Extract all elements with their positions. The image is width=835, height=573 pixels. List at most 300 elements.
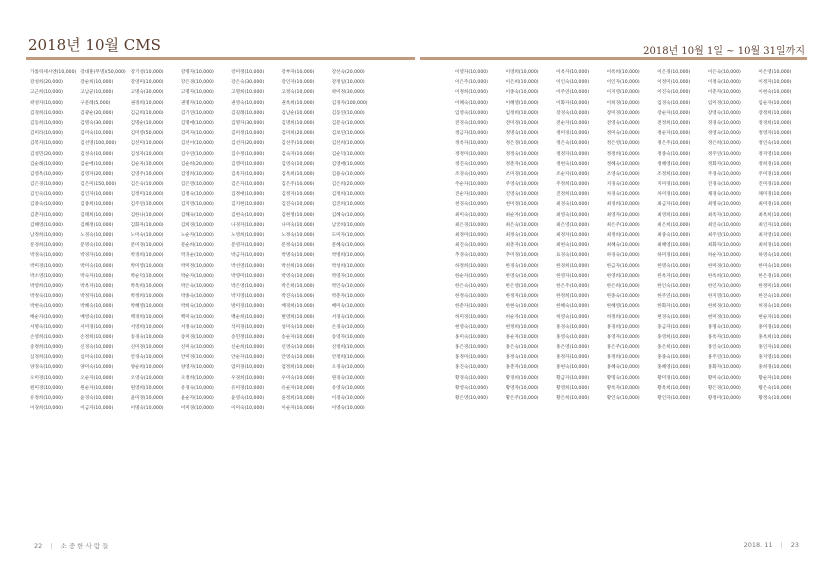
donor-entry: 최은숙(10,000) xyxy=(505,222,539,228)
donor-entry: 홍영자(10,000) xyxy=(606,334,640,340)
donor-entry: 박선희(10,000) xyxy=(281,263,315,269)
donor-entry: 조영숙(10,000) xyxy=(606,171,640,177)
donor-entry: 최정자(10,000) xyxy=(556,233,590,238)
donor-entry: 최주연(10,000) xyxy=(707,233,741,238)
donor-entry: 김영희(10,000) xyxy=(180,171,214,177)
donor-entry: 박명희(10,000) xyxy=(331,253,365,259)
donor-entry: 최영숙(10,000) xyxy=(556,212,590,218)
donor-entry: 오정희(10,000) xyxy=(180,375,214,381)
donor-entry: 강명자(10,000) xyxy=(180,70,214,75)
donor-entry: 김은미(150,000) xyxy=(80,182,117,188)
donor-entry: 홍인자(10,000) xyxy=(758,345,792,351)
donor-entry: 김동희(10,000) xyxy=(30,120,63,126)
donor-entry: 최정미(10,000) xyxy=(455,233,488,238)
donor-entry: 김순자(10,000) xyxy=(130,161,164,167)
donor-entry: 이희경(10,000) xyxy=(606,100,640,106)
donor-entry: 정은경(10,000) xyxy=(505,141,539,147)
donor-entry: 김남순(10,000) xyxy=(281,110,315,116)
donor-entry: 김성숙(10,000) xyxy=(80,151,114,157)
donor-entry: 정정미(10,000) xyxy=(455,151,488,157)
donor-entry: 박희숙(10,000) xyxy=(180,304,214,310)
donor-entry: 이은경(10,000) xyxy=(657,70,691,75)
donor-entry: 문혜숙(10,000) xyxy=(331,243,365,249)
donor-entry: 서경숙(10,000) xyxy=(331,314,365,320)
donor-entry: 신순희(10,000) xyxy=(231,345,265,351)
donor-entry: 정경숙(10,000) xyxy=(707,120,741,126)
donor-entry: 오영숙(10,000) xyxy=(130,375,164,381)
donor-entry: 천경숙(10,000) xyxy=(455,202,488,208)
donor-entry: 이화자(10,000) xyxy=(556,100,590,106)
donor-entry: 강은숙(30,000) xyxy=(231,80,265,86)
donor-entry: 김현숙(10,000) xyxy=(231,212,265,218)
donor-entry: 한은경(10,000) xyxy=(758,273,792,279)
donor-entry: 홍영숙(10,000) xyxy=(556,334,590,340)
donor-entry: 홍경희(10,000) xyxy=(606,324,640,330)
donor-entry: 김수정(10,000) xyxy=(231,151,265,157)
donor-entry: 최혜숙(10,000) xyxy=(606,243,640,249)
donor-entry: 김희경(10,000) xyxy=(180,222,214,228)
donor-entry: 최명숙(10,000) xyxy=(707,202,741,208)
donor-entry: 김문숙(10,000) xyxy=(331,120,365,126)
donor-entry: 강기성(10,000) xyxy=(130,70,164,75)
donor-entry: 이인숙(10,000) xyxy=(556,80,590,86)
donor-entry: 박경자(10,000) xyxy=(80,253,114,259)
donor-entry: 문미경(10,000) xyxy=(130,243,164,249)
donor-entry: 구문례(5,000) xyxy=(80,100,111,106)
donor-entry: 김옥자(10,000) xyxy=(231,171,265,177)
donor-entry: 김정애(10,000) xyxy=(231,192,265,198)
donor-entry: 오경숙(10,000) xyxy=(331,365,365,371)
donor-entry: 임정희(10,000) xyxy=(505,110,539,116)
donor-entry: 최경숙(10,000) xyxy=(556,202,590,208)
donor-entry: 황은희(10,000) xyxy=(556,396,590,401)
donor-entry: 정은희(10,000) xyxy=(707,141,741,147)
donor-entry: 이미숙(10,000) xyxy=(231,406,265,412)
donor-entry: 허순자(10,000) xyxy=(505,314,539,320)
donor-entry: 최진숙(10,000) xyxy=(455,243,488,249)
donor-entry: 진미경(10,000) xyxy=(758,182,792,188)
donor-entry: 채미경(10,000) xyxy=(758,192,792,198)
donor-entry: 백순희(10,000) xyxy=(231,314,265,320)
donor-entry: 정종숙(10,000) xyxy=(657,151,691,157)
donor-entry: 강미정(10,000) xyxy=(231,70,265,75)
donor-entry: 홍진숙(10,000) xyxy=(455,365,488,371)
donor-entry: 배경희(10,000) xyxy=(281,304,315,310)
donor-entry: 홍은희(10,000) xyxy=(657,345,691,351)
donor-entry: 황옥희(10,000) xyxy=(657,385,691,391)
donor-entry: 김선주(10,000) xyxy=(281,141,315,147)
donor-entry: 한진숙(10,000) xyxy=(758,294,792,300)
donor-entry: 김진숙(10,000) xyxy=(281,202,315,208)
donor-entry: 최순자(10,000) xyxy=(505,212,539,218)
donor-entry: 지미경(10,000) xyxy=(657,182,691,188)
donor-entry: 박정희(10,000) xyxy=(130,294,164,300)
donor-entry: 유영숙(10,000) xyxy=(331,385,365,391)
donor-entry: 조미경(10,000) xyxy=(505,171,539,177)
donor-entry: 이혜숙(10,000) xyxy=(455,100,488,106)
donor-entry: 조경숙(10,000) xyxy=(455,171,488,177)
donor-entry: 안경숙(10,000) xyxy=(130,355,164,361)
donor-entry: 김선이(10,000) xyxy=(180,141,214,147)
donor-entry: 김명순(10,000) xyxy=(130,120,164,126)
donor-entry: 허미경(10,000) xyxy=(455,314,488,320)
donor-entry: 김종희(10,000) xyxy=(80,202,114,208)
donor-entry: 황은영(10,000) xyxy=(455,396,488,401)
donor-entry: 허영숙(10,000) xyxy=(556,314,590,320)
donor-entry: 진정희(10,000) xyxy=(556,192,590,198)
donor-entry: 한혜숙(10,000) xyxy=(556,304,590,310)
donor-entry: 이경희(10,000) xyxy=(30,406,63,412)
donor-entry: 김성자(10,000) xyxy=(130,151,164,157)
donor-entry: 추경숙(10,000) xyxy=(455,253,488,259)
donor-entry: 홍인숙(10,000) xyxy=(707,345,741,351)
donor-entry: 현정희(10,000) xyxy=(505,324,539,330)
donor-entry: 원경숙(10,000) xyxy=(331,375,365,381)
donor-entry: 채경숙(10,000) xyxy=(707,192,741,198)
donor-entry: 한인자(10,000) xyxy=(707,283,741,289)
donor-entry: 최정숙(10,000) xyxy=(505,233,539,238)
donor-entry: 배미숙(10,000) xyxy=(331,304,365,310)
donor-entry: 정인숙(10,000) xyxy=(758,141,792,147)
donor-entry: 하순자(10,000) xyxy=(707,253,741,259)
donor-entry: 이금자(10,000) xyxy=(80,406,114,412)
donor-entry: 박미영(10,000) xyxy=(130,263,164,269)
donor-entry: 최은경(10,000) xyxy=(455,222,488,228)
donor-entry: 황은경(10,000) xyxy=(707,385,741,391)
donor-entry: 박숙자(10,000) xyxy=(80,273,114,279)
donor-entry: 강대훈(무명)(50,000) xyxy=(80,70,126,75)
page-number: 23 xyxy=(790,541,799,549)
donor-entry: 장순자(10,000) xyxy=(657,110,691,116)
donor-entry: 서미경(10,000) xyxy=(80,324,114,330)
donor-entry: 정옥자(10,000) xyxy=(455,141,488,147)
donor-entry: 정은숙(10,000) xyxy=(556,141,590,147)
donor-entry: 손정희(10,000) xyxy=(80,334,114,340)
donor-entry: 최은주(10,000) xyxy=(606,222,640,228)
donor-entry: 박미경(10,000) xyxy=(30,263,63,269)
donor-entry: 김영애(10,000) xyxy=(331,161,365,167)
donor-entry: 하영숙(10,000) xyxy=(758,253,792,259)
donor-entry: 김정숙(10,000) xyxy=(180,192,214,198)
donor-entry: 손경숙(10,000) xyxy=(331,324,365,330)
donor-entry: 황금자(10,000) xyxy=(556,375,590,381)
donor-entry: 최정희(10,000) xyxy=(606,233,640,238)
donor-entry: 박선영(10,000) xyxy=(231,263,265,269)
donor-entry: 남정희(10,000) xyxy=(30,233,63,238)
donor-entry: 박혜영(10,000) xyxy=(130,304,164,310)
donor-entry: 엄정희(10,000) xyxy=(281,365,315,371)
donor-entry: 최혜영(10,000) xyxy=(657,243,691,249)
donor-entry: 지경숙(10,000) xyxy=(606,182,640,188)
donor-entry: 이인자(10,000) xyxy=(606,80,640,86)
donor-entry: 심미숙(10,000) xyxy=(80,355,114,361)
donor-entry: 하경숙(10,000) xyxy=(606,253,640,259)
donor-entry: 한춘자(10,000) xyxy=(455,304,488,310)
donor-entry: 김은영(10,000) xyxy=(180,182,214,188)
donor-entry: 권옥희(10,000) xyxy=(281,100,315,106)
donor-entry: 김경희(10,000) xyxy=(30,110,63,116)
donor-entry: 한정미(10,000) xyxy=(758,283,792,289)
donor-entry: 황정숙(10,000) xyxy=(758,396,792,401)
donor-entry: 노미숙(10,000) xyxy=(130,233,164,238)
donor-entry: 전경숙(10,000) xyxy=(455,120,488,126)
donor-entry: 강순희(10,000) xyxy=(80,80,114,86)
donor-entry: 김한나(10,000) xyxy=(130,212,164,218)
donor-entry: 원미경(10,000) xyxy=(30,385,63,391)
donor-entry: 김영미(10,000) xyxy=(231,161,265,167)
donor-entry: 배영숙(10,000) xyxy=(80,314,114,320)
donor-entry: 정혜숙(10,000) xyxy=(606,161,640,167)
donor-entry: 한옥희(10,000) xyxy=(707,273,741,279)
donor-entry: 강선숙(20,000) xyxy=(331,70,365,75)
donor-entry: 황인숙(10,000) xyxy=(606,396,640,401)
donor-entry: 오순자(10,000) xyxy=(80,375,114,381)
page-footer xyxy=(740,541,803,549)
donor-entry: 홍현숙(10,000) xyxy=(556,365,590,371)
donor-entry: 양영자(10,000) xyxy=(180,365,214,371)
donor-entry: 권경희(10,000) xyxy=(130,100,164,106)
donor-entry: 변영희(10,000) xyxy=(281,314,315,320)
donor-entry: 최영희(10,000) xyxy=(657,212,691,218)
donor-entry: 한명숙(10,000) xyxy=(657,263,691,269)
donor-entry: 박경숙(10,000) xyxy=(30,253,63,259)
donor-entry: 홍정자(10,000) xyxy=(556,355,590,361)
issue-date: 2018. 11 xyxy=(743,541,773,549)
donor-entry: 정경희(10,000) xyxy=(758,120,792,126)
donor-entry: 이옥희(10,000) xyxy=(606,70,640,75)
donor-entry: 홍경숙(10,000) xyxy=(556,324,590,330)
donor-entry: 진순자(10,000) xyxy=(455,192,488,198)
donor-entry: 한옥자(10,000) xyxy=(657,273,691,279)
donor-entry: 이정미(10,000) xyxy=(657,80,691,86)
donor-entry: 한은희(10,000) xyxy=(606,283,640,289)
donor-entry: 노순자(10,000) xyxy=(180,233,214,238)
donor-entry: 김선영(100,000) xyxy=(80,141,117,147)
donor-entry: 김정희(10,000) xyxy=(331,192,365,198)
donor-entry: 홍은경(10,000) xyxy=(455,345,488,351)
donor-entry: 홍금자(10,000) xyxy=(657,324,691,330)
donor-entry: 김미영(50,000) xyxy=(130,131,164,137)
donor-entry: 최영자(10,000) xyxy=(606,212,640,218)
donor-entry: 박현숙(10,000) xyxy=(30,304,63,310)
donor-entry: 임영숙(10,000) xyxy=(455,110,488,116)
donor-entry: 김길례(10,000) xyxy=(231,110,265,116)
donor-entry: 김혜정(10,000) xyxy=(80,222,114,228)
donor-entry: 정정희(10,000) xyxy=(606,151,640,157)
donor-entry: 고정숙(10,000) xyxy=(281,90,315,96)
donor-entry: 고남균(10,000) xyxy=(80,90,114,96)
donor-entry: 가톨릭세시엔(10,000) xyxy=(30,70,77,75)
donor-entry: 최인숙(10,000) xyxy=(707,222,741,228)
donor-entry: 허정희(10,000) xyxy=(606,314,640,320)
donor-entry: 정미경(10,000) xyxy=(556,131,590,137)
donor-entry: 홍희경(10,000) xyxy=(758,365,792,371)
donor-entry: 남궁희(10,000) xyxy=(331,222,365,228)
donor-entry: 신미경(10,000) xyxy=(130,345,164,351)
donor-entry: 정금자(10,000) xyxy=(455,131,488,137)
right-page xyxy=(420,0,835,573)
donor-entry: 김태희(10,000) xyxy=(80,212,114,218)
donor-entry: 김은자(10,000) xyxy=(231,182,265,188)
donor-entry: 서정숙(10,000) xyxy=(180,324,214,330)
donor-entry: 김해숙(10,000) xyxy=(180,212,214,218)
donor-entry: 김지현(10,000) xyxy=(231,202,265,208)
donor-entry: 황은숙(10,000) xyxy=(758,385,792,391)
donor-entry: 홍정숙(10,000) xyxy=(505,355,539,361)
donor-entry: 이옥자(10,000) xyxy=(556,70,590,75)
donor-entry: 장정희(10,000) xyxy=(758,110,792,116)
donor-entry: 정희경(10,000) xyxy=(758,161,792,167)
donor-entry: 정지영(10,000) xyxy=(758,151,792,157)
donor-entry: 박경희(10,000) xyxy=(130,253,164,259)
donor-entry: 박소영(10,000) xyxy=(30,273,63,279)
donor-entry: 홍정미(10,000) xyxy=(455,355,488,361)
donor-entry: 황명숙(10,000) xyxy=(606,375,640,381)
donor-entry: 박인숙(10,000) xyxy=(331,283,365,289)
donor-entry: 홍은영(10,000) xyxy=(556,345,590,351)
donor-entry: 한은영(10,000) xyxy=(505,283,539,289)
donor-entry: 김인자(10,000) xyxy=(80,192,114,198)
donor-entry: 고명자(10,000) xyxy=(180,90,214,96)
donor-entry: 박혜숙(10,000) xyxy=(80,304,114,310)
donor-entry: 최현숙(10,000) xyxy=(556,243,590,249)
donor-entry: 김은숙(10,000) xyxy=(130,182,164,188)
donor-entry: 노정숙(10,000) xyxy=(281,233,315,238)
donor-entry: 박정자(10,000) xyxy=(80,294,114,300)
donor-entry: 윤영숙(10,000) xyxy=(231,396,265,401)
donor-entry: 최화자(10,000) xyxy=(707,243,741,249)
donor-entry: 고명숙(30,000) xyxy=(130,90,164,96)
donor-entry: 곽성자(10,000) xyxy=(30,100,63,106)
donor-entry: 박영자(10,000) xyxy=(331,273,365,279)
donor-entry: 문경희(10,000) xyxy=(30,243,63,249)
donor-entry: 박순덕(10,000) xyxy=(130,273,164,279)
donor-entry: 김경자(100,000) xyxy=(331,100,368,106)
donor-entry: 이미경(10,000) xyxy=(180,406,214,412)
donor-entry: 박순자(10,000) xyxy=(180,273,214,279)
donor-entry: 강부자(10,000) xyxy=(281,70,315,75)
donor-entry: 이정숙(10,000) xyxy=(707,80,741,86)
donor-entry: 김순덕(10,000) xyxy=(331,151,365,157)
donor-entry: 송순자(10,000) xyxy=(281,334,315,340)
donor-entry: 성미숙(10,000) xyxy=(281,324,315,330)
donor-entry: 노경숙(10,000) xyxy=(80,233,114,238)
donor-entry: 한금자(10,000) xyxy=(606,263,640,269)
donor-entry: 최종숙(10,000) xyxy=(657,233,691,238)
donor-entry: 최옥자(10,000) xyxy=(707,212,741,218)
donor-entry: 우미숙(10,000) xyxy=(281,375,315,381)
donor-entry: 이정자(10,000) xyxy=(758,80,792,86)
donor-entry: 송민정(10,000) xyxy=(231,334,265,340)
donor-entry: 오미경(10,000) xyxy=(30,375,63,381)
donor-entry: 박금자(10,000) xyxy=(231,253,265,259)
donor-entry: 김지영(10,000) xyxy=(180,202,214,208)
donor-entry: 이진숙(10,000) xyxy=(657,90,691,96)
donor-entry: 정정자(10,000) xyxy=(556,151,590,157)
donor-entry: 이은숙(10,000) xyxy=(707,70,741,75)
donor-entry: 신영숙(10,000) xyxy=(281,345,315,351)
page-footer xyxy=(30,541,113,550)
donor-entry: 황경희(10,000) xyxy=(505,375,539,381)
page-title: 2018년 10월 1일 ~ 10월 31일까지 xyxy=(643,46,805,57)
donor-entry: 안미경(10,000) xyxy=(180,355,214,361)
donor-entry: 한미숙(10,000) xyxy=(758,263,792,269)
donor-entry: 엄미경(10,000) xyxy=(231,365,265,371)
donor-entry: 나경자(10,000) xyxy=(231,222,265,228)
donor-entry: 한정희(10,000) xyxy=(556,294,590,300)
donor-entry: 홍지영(10,000) xyxy=(758,355,792,361)
donor-entry: 문순희(10,000) xyxy=(180,243,214,249)
donor-entry: 김보연(10,000) xyxy=(331,131,365,137)
donor-entry: 유경숙(10,000) xyxy=(180,385,214,391)
donor-entry: 홍화자(10,000) xyxy=(707,365,741,371)
donor-entry: 강인자(10,000) xyxy=(281,80,315,86)
donor-entry: 한경숙(10,000) xyxy=(505,263,539,269)
donor-entry: 양순희(10,000) xyxy=(130,365,164,371)
donor-entry: 한혜영(10,000) xyxy=(606,304,640,310)
donor-entry: 김선미(10,000) xyxy=(130,141,164,147)
donor-entry: 홍명숙(10,000) xyxy=(707,324,741,330)
donor-entry: 한화자(10,000) xyxy=(657,304,691,310)
donor-entry: 이영자(10,000) xyxy=(455,70,488,75)
donor-entry: 김미희(20,000) xyxy=(281,131,315,137)
donor-entry: 하미경(10,000) xyxy=(657,253,691,259)
donor-entry: 박지영(10,000) xyxy=(231,294,265,300)
donor-entry: 김은희(20,000) xyxy=(331,182,365,188)
donor-entry: 박영숙(10,000) xyxy=(281,273,315,279)
donor-entry: 정미숙(10,000) xyxy=(606,131,640,137)
donor-entry: 주경숙(10,000) xyxy=(707,171,741,177)
donor-entry: 김미라(10,000) xyxy=(30,131,63,137)
donor-entry: 정정숙(10,000) xyxy=(505,151,539,157)
donor-entry: 한미경(10,000) xyxy=(707,263,741,269)
donor-entry: 손영희(10,000) xyxy=(30,334,63,340)
donor-entry: 최희경(10,000) xyxy=(758,243,792,249)
donor-entry: 임경숙(10,000) xyxy=(657,100,691,106)
magazine-name: 소 중 한 사 람 들 xyxy=(60,542,109,550)
donor-entry: 홍종숙(10,000) xyxy=(657,355,691,361)
donor-entry: 안정희(10,000) xyxy=(331,355,365,361)
donor-entry: 현순자(10,000) xyxy=(758,314,792,320)
donor-entry: 유정희(10,000) xyxy=(30,396,63,401)
donor-entry: 한종숙(10,000) xyxy=(606,294,640,300)
donor-entry: 강영미(10,000) xyxy=(130,80,164,86)
donor-entry: 김선자(20,000) xyxy=(231,141,265,147)
donor-list xyxy=(455,68,807,404)
left-page xyxy=(0,0,415,573)
donor-entry: 장미경(10,000) xyxy=(606,110,640,116)
donor-entry: 원순자(10,000) xyxy=(80,385,114,391)
donor-entry: 홍영희(10,000) xyxy=(657,334,691,340)
donor-entry: 박종숙(10,000) xyxy=(180,294,214,300)
donor-entry: 석미경(10,000) xyxy=(231,324,265,330)
donor-entry: 김미숙(10,000) xyxy=(80,131,114,137)
donor-entry: 한은주(10,000) xyxy=(556,283,590,289)
donor-entry: 최경희(10,000) xyxy=(606,202,640,208)
donor-entry: 주영숙(10,000) xyxy=(505,182,539,188)
donor-entry: 정순자(10,000) xyxy=(657,131,691,137)
donor-entry: 김화자(10,000) xyxy=(130,222,164,228)
donor-entry: 유미경(10,000) xyxy=(231,385,265,391)
donor-entry: 한영숙(10,000) xyxy=(505,273,539,279)
donor-entry: 한현숙(10,000) xyxy=(505,304,539,310)
donor-entry: 최지영(10,000) xyxy=(758,233,792,238)
donor-entry: 진경숙(10,000) xyxy=(707,182,741,188)
donor-entry: 진영숙(10,000) xyxy=(505,192,539,198)
donor-entry: 정은영(10,000) xyxy=(606,141,640,147)
donor-entry: 김미정(10,000) xyxy=(231,131,265,137)
donor-entry: 박성희(10,000) xyxy=(331,263,365,269)
